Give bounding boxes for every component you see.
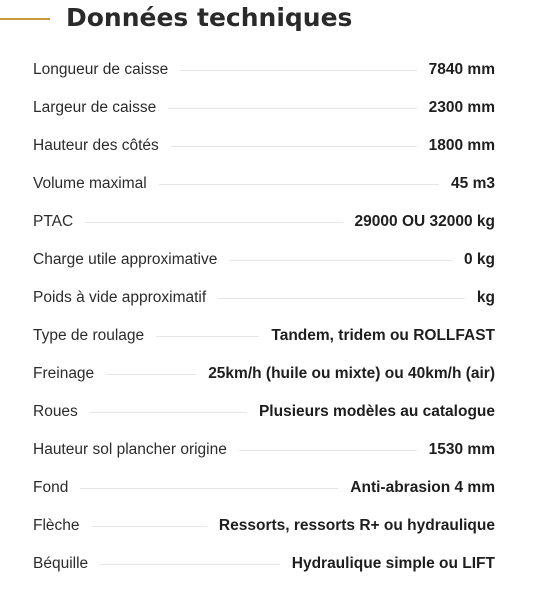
- spec-label: Fond: [33, 479, 69, 496]
- spec-row-roulage: [33, 317, 495, 355]
- spec-label: Longueur de caisse: [33, 61, 169, 78]
- spec-divider: [85, 222, 342, 223]
- spec-divider: [180, 70, 416, 71]
- heading-accent-line: [0, 18, 50, 20]
- spec-value: Plusieurs modèles au catalogue: [258, 403, 495, 420]
- page-title: Données techniques: [66, 3, 353, 32]
- spec-value: 1530 mm: [428, 441, 495, 458]
- spec-label: Béquille: [33, 555, 89, 572]
- spec-divider: [92, 526, 207, 527]
- spec-divider: [106, 374, 196, 375]
- spec-label: PTAC: [33, 213, 74, 230]
- spec-value: 45 m3: [451, 175, 495, 192]
- spec-value: 25km/h (huile ou mixte) ou 40km/h (air): [208, 365, 495, 382]
- spec-row-roues: [33, 393, 495, 431]
- spec-row-hauteur-plancher: [33, 431, 495, 469]
- spec-row-charge-utile: [33, 241, 495, 279]
- spec-value: 7840 mm: [428, 61, 495, 78]
- spec-label: Flèche: [33, 517, 80, 534]
- spec-divider: [171, 146, 417, 147]
- section-heading: [0, 0, 543, 40]
- spec-value: Anti-abrasion 4 mm: [350, 479, 495, 496]
- spec-divider: [80, 488, 338, 489]
- spec-divider: [90, 412, 247, 413]
- spec-divider: [156, 336, 259, 337]
- spec-value: 2300 mm: [428, 99, 495, 116]
- spec-value: 1800 mm: [428, 137, 495, 154]
- spec-label: Charge utile approximative: [33, 251, 218, 268]
- spec-label: Roues: [33, 403, 78, 420]
- spec-row-longueur: [33, 51, 495, 89]
- spec-row-ptac: [33, 203, 495, 241]
- spec-value: 29000 OU 32000 kg: [354, 213, 495, 230]
- spec-divider: [239, 450, 417, 451]
- spec-label: Poids à vide approximatif: [33, 289, 207, 306]
- spec-value: kg: [476, 289, 495, 306]
- spec-row-bequille: [33, 545, 495, 583]
- spec-divider: [218, 298, 465, 299]
- spec-divider: [168, 108, 416, 109]
- spec-row-largeur: [33, 89, 495, 127]
- spec-value: 0 kg: [463, 251, 495, 268]
- spec-row-freinage: [33, 355, 495, 393]
- spec-row-poids-vide: [33, 279, 495, 317]
- spec-row-volume: [33, 165, 495, 203]
- spec-value: Hydraulique simple ou LIFT: [291, 555, 495, 572]
- spec-label: Largeur de caisse: [33, 99, 157, 116]
- spec-label: Freinage: [33, 365, 95, 382]
- spec-label: Hauteur sol plancher origine: [33, 441, 227, 458]
- spec-divider: [159, 184, 439, 185]
- spec-row-fond: [33, 469, 495, 507]
- spec-list: [33, 51, 495, 583]
- spec-label: Volume maximal: [33, 175, 147, 192]
- spec-row-hauteur-cotes: [33, 127, 495, 165]
- spec-value: Tandem, tridem ou ROLLFAST: [271, 327, 495, 344]
- spec-row-fleche: [33, 507, 495, 545]
- spec-label: Type de roulage: [33, 327, 145, 344]
- spec-divider: [229, 260, 452, 261]
- spec-label: Hauteur des côtés: [33, 137, 159, 154]
- spec-divider: [100, 564, 280, 565]
- spec-value: Ressorts, ressorts R+ ou hydraulique: [218, 517, 495, 534]
